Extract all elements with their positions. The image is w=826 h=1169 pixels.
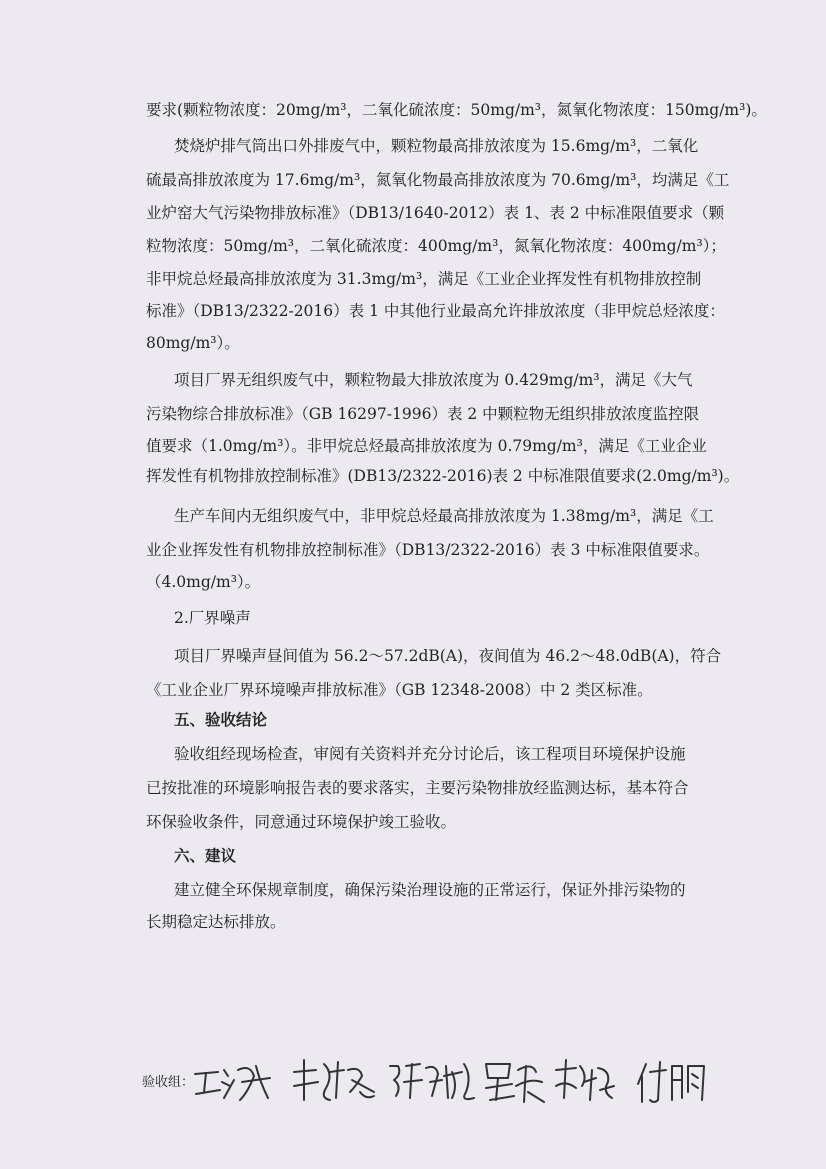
text-line: 要求(颗粒物浓度：20mg/m³，二氧化硫浓度：50mg/m³，氮氧化物浓度：150mg/m³)。 (146, 101, 767, 119)
text-line: 项目厂界噪声昼间值为 56.2～57.2dB(A)，夜间值为 46.2～48.0dB(A)，符合 (174, 647, 722, 665)
handwritten-signature (634, 1052, 712, 1112)
text-line: 污染物综合排放标准》（GB 16297-1996）表 2 中颗粒物无组织排放浓度监控限 (146, 405, 700, 423)
text-line: 建立健全环保规章制度，确保污染治理设施的正常运行，保证外排污染物的 (174, 881, 686, 899)
handwritten-signature (480, 1052, 550, 1112)
signature-label: 验收组： (142, 1075, 195, 1090)
text-line: 业炉窑大气污染物排放标准》（DB13/1640-2012）表 1、表 2 中标准限值要求（颗 (146, 204, 725, 222)
text-line: 环保验收条件，同意通过环境保护竣工验收。 (146, 813, 457, 831)
text-line: 80mg/m³）。 (146, 334, 240, 352)
section-heading: 六、建议 (174, 846, 237, 865)
text-line: 挥发性有机物排放控制标准》(DB13/2322-2016)表 2 中标准限值要求(2.0mg/m³)。 (146, 467, 740, 485)
handwritten-signature (386, 1052, 478, 1112)
text-line: 验收组经现场检查，审阅有关资料并充分讨论后，该工程项目环境保护设施 (174, 745, 686, 763)
text-line: 业企业挥发性有机物排放控制标准》（DB13/2322-2016）表 3 中标准限值要求。 (146, 541, 710, 559)
text-line: 值要求（1.0mg/m³）。非甲烷总烃最高排放浓度为 0.79mg/m³，满足《工业企业 (146, 437, 707, 455)
text-line: 项目厂界无组织废气中，颗粒物最大排放浓度为 0.429mg/m³，满足《大气 (174, 371, 693, 389)
text-line: 《工业企业厂界环境噪声排放标准》（GB 12348-2008）中 2 类区标准。 (146, 681, 653, 699)
text-line: 非甲烷总烃最高排放浓度为 31.3mg/m³，满足《工业企业挥发性有机物排放控制 (146, 270, 702, 288)
text-line: 生产车间内无组织废气中，非甲烷总烃最高排放浓度为 1.38mg/m³，满足《工 (174, 507, 714, 525)
handwritten-signature (552, 1052, 618, 1112)
text-line: 已按批准的环境影响报告表的要求落实，主要污染物排放经监测达标，基本符合 (146, 779, 689, 797)
handwritten-signature (290, 1052, 378, 1112)
section-heading: 2.厂界噪声 (174, 609, 251, 627)
text-line: 硫最高排放浓度为 17.6mg/m³，氮氧化物最高排放浓度为 70.6mg/m³，均满足《工 (146, 171, 730, 189)
section-heading: 五、验收结论 (174, 710, 268, 729)
handwritten-signature (190, 1052, 280, 1112)
text-line: 长期稳定达标排放。 (146, 913, 286, 931)
text-line: 粒物浓度：50mg/m³，二氧化硫浓度：400mg/m³，氮氧化物浓度：400mg/m³）； (146, 237, 726, 255)
text-line: 标准》（DB13/2322-2016）表 1 中其他行业最高允许排放浓度（非甲烷总烃浓度： (146, 302, 725, 320)
text-line: 焚烧炉排气筒出口外排废气中，颗粒物最高排放浓度为 15.6mg/m³，二氧化 (174, 137, 699, 155)
text-line: （4.0mg/m³）。 (146, 573, 261, 591)
